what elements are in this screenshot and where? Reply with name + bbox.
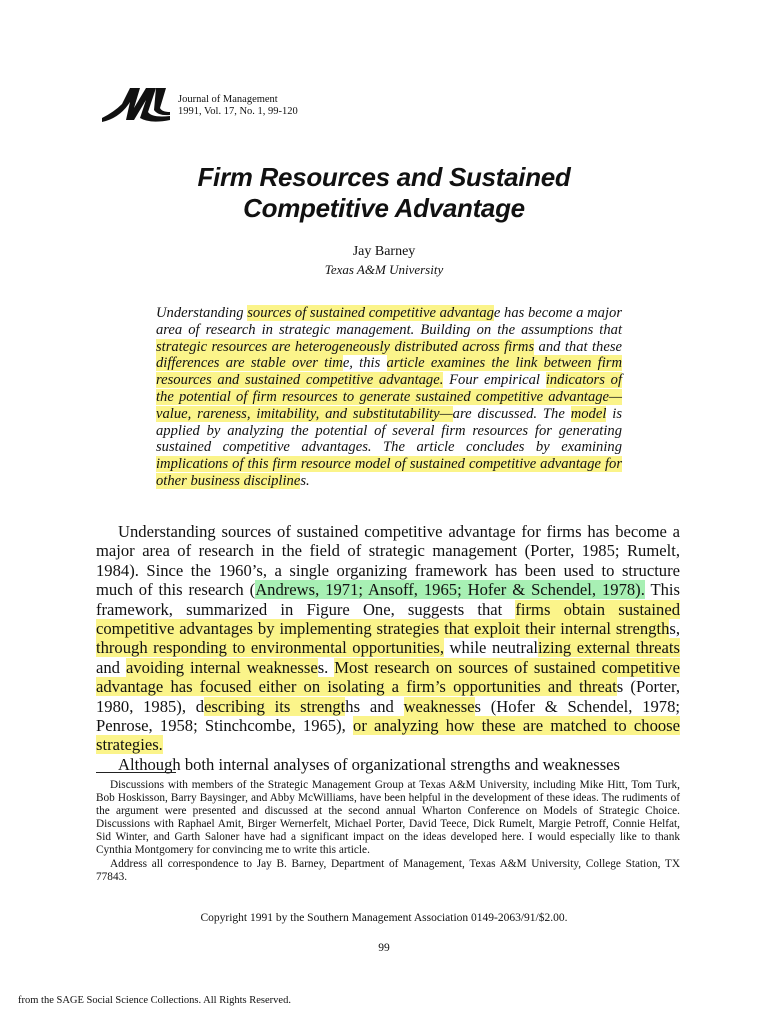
body-citation-highlight: Andrews, 1971; Ansoff, 1965; Hofer & Schendel, 1978). [255,580,645,600]
footnote-correspondence: Address all correspondence to Jay B. Barney, Department of Management, Texas A&M University, College Station, TX 77843. [96,857,680,883]
abstract [156,305,622,490]
abstract-text: Understanding [156,305,248,321]
body-text: s. [317,657,335,677]
author-name: Jay Barney [352,244,416,259]
author-affiliation: Texas A&M University [324,262,444,277]
journal-citation: 1991, Vol. 17, No. 1, 99-120 [178,106,298,117]
body-highlight: firms obtain sustained competitive advantages by implementing strategies that exploit their internal strength [96,599,680,639]
body-text: hs and [345,696,404,716]
body-paragraph-1 [96,522,680,755]
abstract-text: e has become a major area of research in strategic management. Building on the assumptions that [156,305,622,338]
abstract-highlight: article examines the link between firm resources and sustained competitive advantage. [156,355,622,389]
body-highlight: weaknesse [403,696,475,716]
copyright-line: Copyright 1991 by the Southern Management Association 0149-2063/91/$2.00. [200,912,568,924]
body-paragraph-2: Although both internal analyses of organizational strengths and weaknesses [118,754,620,774]
source-line: from the SAGE Social Science Collections. All Rights Reserved. [18,995,291,1006]
abstract-highlight: sources of sustained competitive advantag [247,305,494,321]
body-text [96,522,680,774]
abstract-text: and that these [534,338,622,355]
body-highlight: or analyzing how these are matched to choose strategies. [96,716,680,755]
journal-name: Journal of Management [178,94,278,105]
page-number: 99 [378,942,390,954]
body-highlight: avoiding internal weaknesse [125,657,318,677]
abstract-highlight: strategic resources are heterogeneously distributed across firms [156,338,535,355]
body-text: s (Porter, 1980, 1985), d [96,677,680,716]
body-highlight: Most research on sources of sustained competitive advantage has focused either on isolating a firm’s opportunities and threat [96,657,680,697]
article-title [0,162,768,224]
abstract-highlight: differences are stable over tim [156,355,343,372]
body-text: s, [669,619,680,639]
abstract-highlight: model [570,405,607,422]
abstract-text: s. [300,472,310,489]
body-text: Understanding sources of sustained competitive advantage for firms has become a major area of research in the field of strategic management (Porter, 1985; Rumelt, 1984). Since the 1960’s, a single organizing framework has been used to structure much of this research ( [96,522,680,600]
journal-header [178,94,298,118]
body-highlight: izing external threats [538,638,680,658]
journal-logo-icon [100,82,174,124]
footnote-divider [96,772,176,773]
abstract-highlight: indicators of the potential of firm resources to generate sustained competitive advantage—value, rareness, imitability, and substitutability— [156,372,622,422]
abstract-text: is applied by analyzing the potential of several firm resources for generating sustained competitive advantages. The article concludes by examining [156,405,622,456]
body-text: This framework, summarized in Figure One, suggests that [96,580,680,619]
abstract-text: e, this [342,355,387,372]
body-highlight: through responding to environmental opportunities, [96,638,445,658]
abstract-text: are discussed. The [452,405,571,422]
body-highlight: escribing its strengt [204,696,346,716]
body-text: and [96,657,126,677]
title-line-2: Competitive Advantage [243,193,525,223]
body-text: while neutral [444,638,539,658]
abstract-text: Four empirical [443,372,546,389]
footnote-acknowledgments: Discussions with members of the Strategic Management Group at Texas A&M University, including Mike Hitt, Tom Turk, Bob Hoskisson, Barry Baysinger, and Abby McWilliams, have been helpful in the development of these ideas. The rudiments of the argument were presented and discussed at the second annual Wharton Conference on Models of Strategic Choice. Discussions with Raphael Amit, Birger Wernerfelt, Michael Porter, David Teece, Dick Rumelt, Margie Petroff, Connie Helfat, Sid Winter, and Garth Saloner have had a significant impact on the ideas developed here. I would especially like to thank Cynthia Montgomery for convincing me to write this article. [96,779,680,857]
abstract-highlight: implications of this firm resource model of sustained competitive advantage for other business discipline [156,456,622,489]
footnote [96,779,680,884]
body-text: s (Hofer & Schendel, 1978; Penrose, 1958; Stinchcombe, 1965), [96,696,681,736]
title-line-1: Firm Resources and Sustained [197,162,571,192]
